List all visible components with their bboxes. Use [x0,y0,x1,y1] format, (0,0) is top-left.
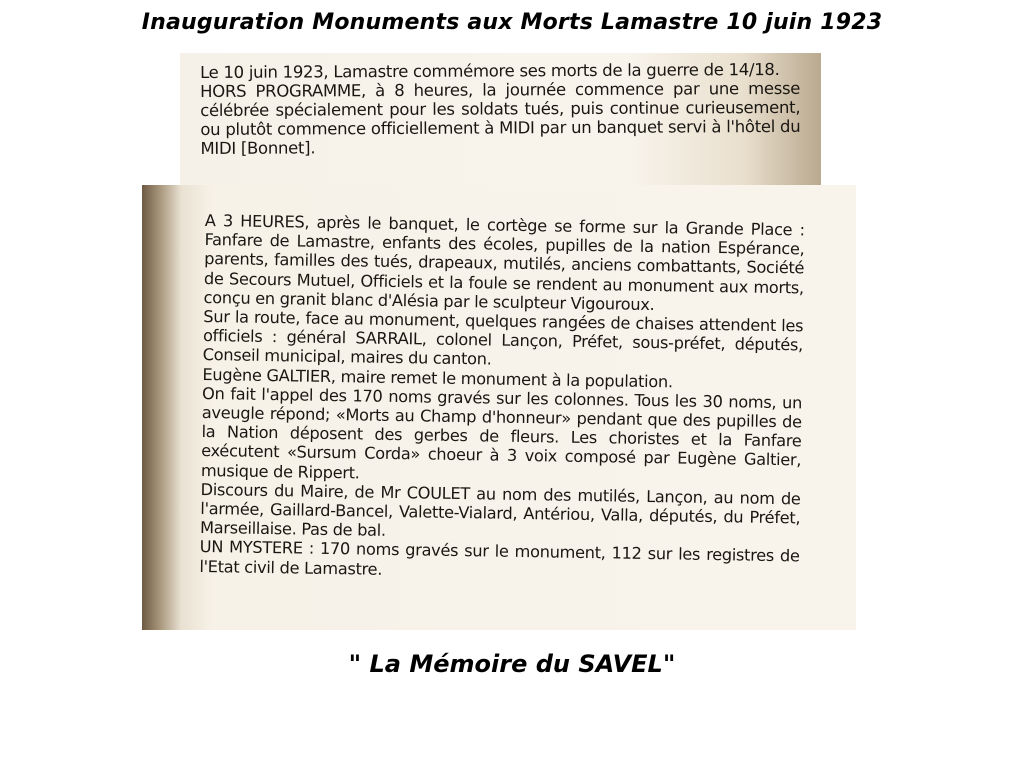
newspaper-clipping-bottom [142,185,856,630]
clipping-paragraph: A 3 HEURES, après le banquet, le cortège se forme sur la Grande Place : Fanfare de Lamastre, enfants des écoles, pupilles de la nation Espérance, parents, familles des tués, drapeaux, mutilés, anciens combattants, Société de Secours Mutuel, Officiels et la foule se rendent au monument aux morts, conçu en granit blanc d'Alésia par le sculpteur Vigouroux. [203,211,805,314]
clipping-paragraph: UN MYSTERE : 170 noms gravés sur le monument, 112 sur les registres de l'Etat civil de Lamastre. [199,537,800,579]
newspaper-clipping-top [180,53,821,185]
clipping-paragraph: HORS PROGRAMME, à 8 heures, la journée commence par une messe célébrée spécialement pour les soldats tués, puis continue curieusement, ou plutôt commence officiellement à MIDI par un banquet servi à l'hôtel du MIDI [Bonnet]. [200,78,801,158]
clipping-paragraph: Eugène GALTIER, maire remet le monument à la population. [202,364,673,391]
clipping-top-text [200,60,800,158]
source-caption: " La Mémoire du SAVEL" [348,650,676,678]
page-title: Inauguration Monuments aux Morts Lamastre 10 juin 1923 [141,10,883,35]
clipping-paragraph: Discours du Maire, de Mr COULET au nom des mutilés, Lançon, au nom de l'armée, Gaillard-Bancel, Valette-Vialard, Antériou, Valla, députés, du Préfet, Marseillaise. Pas de bal. [199,479,801,541]
clipping-paragraph: Le 10 juin 1923, Lamastre commémore ses morts de la guerre de 14/18. [200,59,780,82]
clipping-paragraph: On fait l'appel des 170 noms gravés sur les colonnes. Tous les 30 noms, un aveugle répond; «Morts au Champ d'honneur» pendant que des pupilles de la Nation déposent des gerbes de fleurs. Les choristes et la Fanfare exécutent «Sursum Corda» choeur à 3 voix composé par Eugène Galtier, musique de Rippert. [200,383,803,483]
clipping-paragraph: Sur la route, face au monument, quelques rangées de chaises attendent les officiels : général SARRAIL, colonel Lançon, Préfet, sous-préfet, députés, Conseil municipal, maires du canton. [202,307,804,369]
clipping-bottom-text [199,211,805,585]
